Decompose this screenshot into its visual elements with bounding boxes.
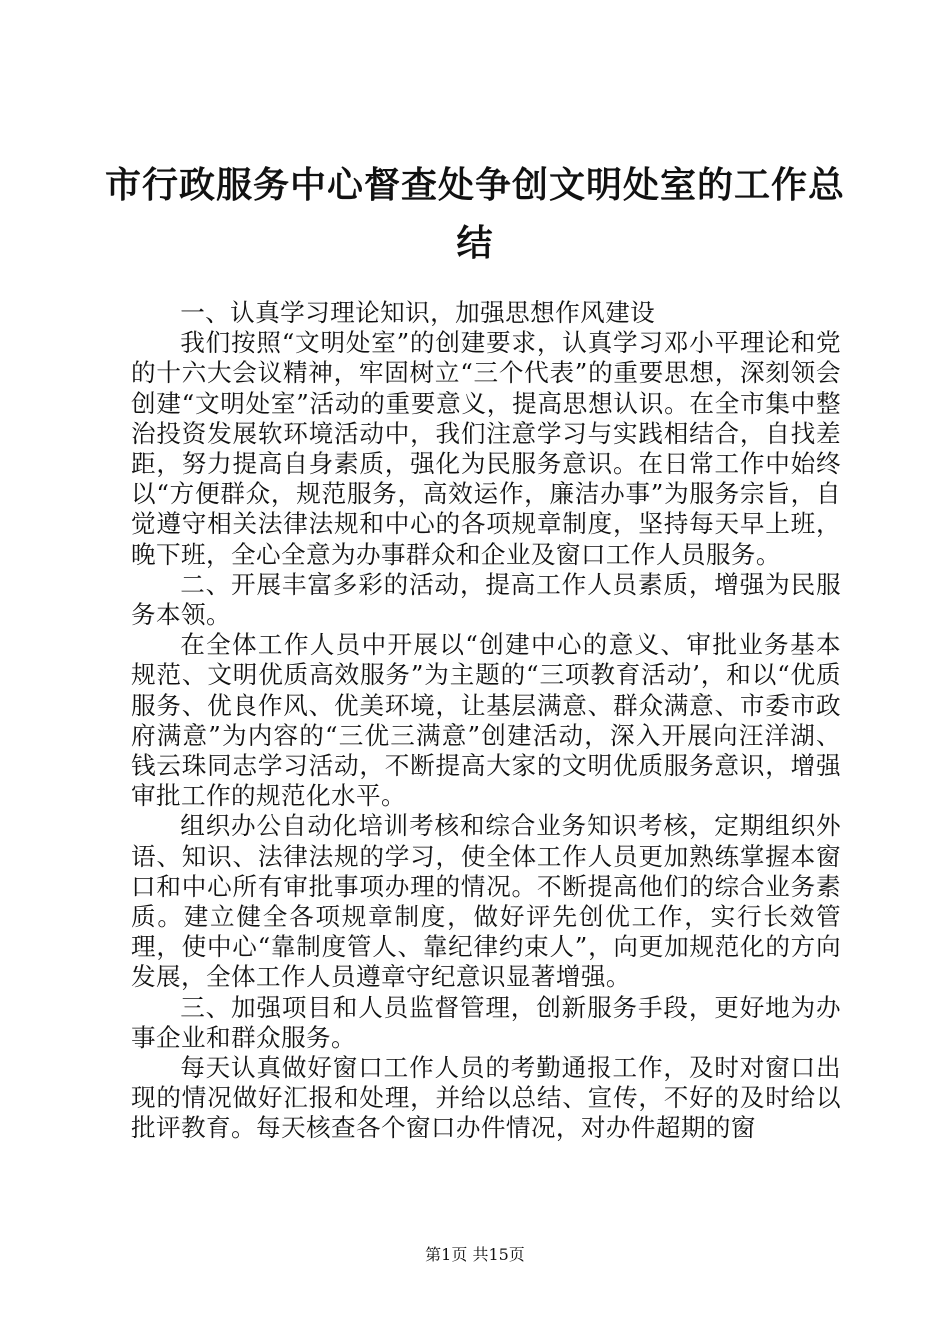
paragraph-4: 每天认真做好窗口工作人员的考勤通报工作，及时对窗口出现的情况做好汇报和处理，并给以总结、宣传，不好的及时给以批评教育。每天核查各个窗口办件情况，对办件超期的窗 (131, 1053, 841, 1143)
page-footer: 第1页 共15页 (425, 1245, 525, 1264)
paragraph-3: 组织办公自动化培训考核和综合业务知识考核，定期组织外语、知识、法律法规的学习，使全体工作人员更加熟练掌握本窗口和中心所有审批事项办理的情况。不断提高他们的综合业务素质。建立健全各项规章制度，做好评先创优工作，实行长效管理，使中心“靠制度管人、靠纪律约束人”，向更加规范化的方向发展，全体工作人员遵章守纪意识显著增强。 (131, 811, 841, 992)
section-heading-1: 一、认真学习理论知识，加强思想作风建设 (180, 298, 656, 327)
paragraph-2: 在全体工作人员中开展以“创建中心的意义、审批业务基本规范、文明优质高效服务”为主题的“三项教育活动’，和以“优质服务、优良作风、优美环境，让基层满意、群众满意、市委市政府满意”为内容的“三优三满意”创建活动，深入开展向汪洋湖、钱云珠同志学习活动，不断提高大家的文明优质服务意识，增强审批工作的规范化水平。 (131, 630, 841, 811)
document-body (131, 298, 841, 1144)
document-title: 市行政服务中心督查处争创文明处室的工作总结 (104, 164, 845, 264)
section-heading-3: 三、加强项目和人员监督管理，创新服务手段，更好地为办事企业和群众服务。 (131, 992, 841, 1052)
paragraph-1: 我们按照“文明处室”的创建要求，认真学习邓小平理论和党的十六大会议精神，牢固树立“三个代表”的重要思想，深刻领会创建“文明处室”活动的重要意义，提高思想认识。在全市集中整治投资发展软环境活动中，我们注意学习与实践相结合，自找差距，努力提高自身素质，强化为民服务意识。在日常工作中始终以“方便群众，规范服务，高效运作，廉洁办事”为服务宗旨，自觉遵守相关法律法规和中心的各项规章制度，坚持每天早上班，晚下班，全心全意为办事群众和企业及窗口工作人员服务。 (131, 328, 841, 569)
section-heading-2: 二、开展丰富多彩的活动，提高工作人员素质，增强为民服务本领。 (131, 569, 841, 630)
